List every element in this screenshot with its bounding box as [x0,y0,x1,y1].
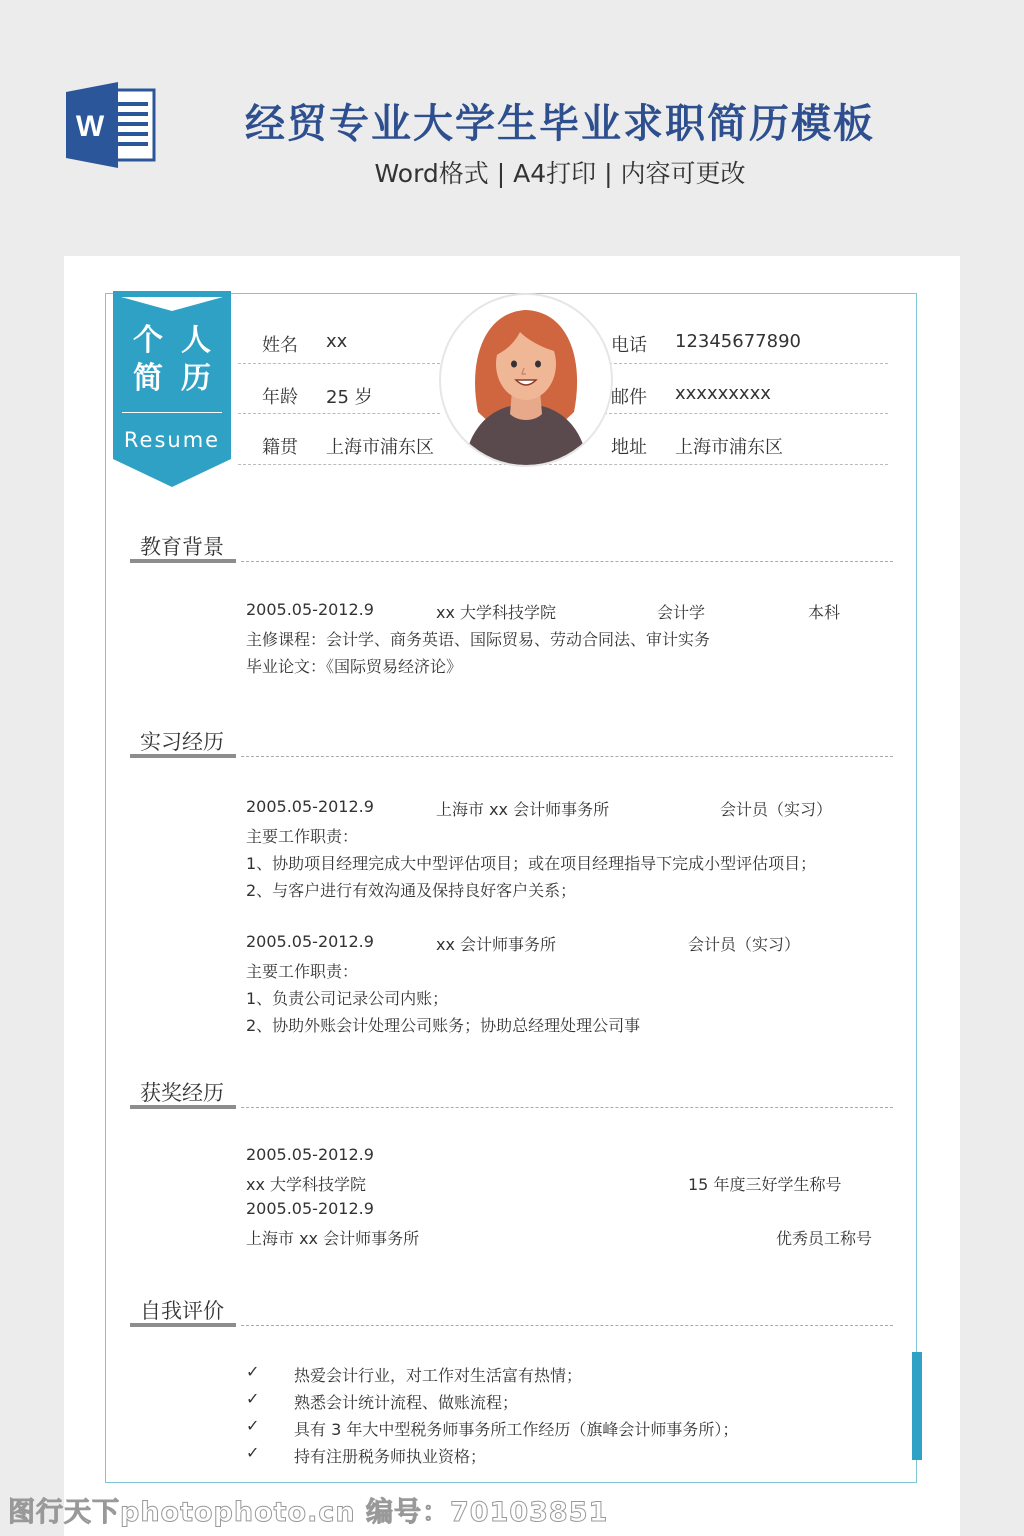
edu-degree: 本科 [808,603,841,622]
origin-value: 上海市浦东区 [326,437,434,458]
edu-courses: 主修课程：会计学、商务英语、国际贸易、劳动合同法、审计实务 [246,630,711,649]
job-period: 2005.05-2012.9 [246,932,374,951]
address-label: 地址 [611,437,647,458]
job-duty-title: 主要工作职责： [246,962,359,981]
section-title-education: 教育背景 [140,535,224,559]
ribbon-char: 简 [133,361,163,396]
section-bar [130,754,236,758]
ribbon-char: 历 [181,361,211,396]
section-title-self-eval: 自我评价 [140,1299,224,1323]
section-title-awards: 获奖经历 [140,1081,224,1105]
divider [604,413,888,414]
name-label: 姓名 [262,335,298,356]
ribbon-divider [122,412,222,413]
self-eval-item: 持有注册税务师执业资格； [294,1447,487,1466]
address-value: 上海市浦东区 [675,437,783,458]
award-name: 15 年度三好学生称号 [688,1175,842,1194]
award-org: 上海市 xx 会计师事务所 [246,1229,420,1248]
edu-period: 2005.05-2012.9 [246,600,374,619]
job-duty: 1、协助项目经理完成大中型评估项目；或在项目经理指导下完成小型评估项目； [246,854,817,873]
age-value: 25 岁 [326,387,373,408]
section-divider [241,1107,893,1108]
check-icon: ✓ [246,1416,260,1435]
divider [238,413,440,414]
award-org: xx 大学科技学院 [246,1175,367,1194]
phone-label: 电话 [611,335,647,356]
section-title-internship: 实习经历 [140,730,224,754]
award-period: 2005.05-2012.9 [246,1199,374,1218]
page-subtitle: Word格式 | A4打印 | 内容可更改 [374,159,746,188]
award-name: 优秀员工称号 [776,1229,873,1248]
self-eval-item: 熟悉会计统计流程、做账流程； [294,1393,519,1412]
watermark: 图行天下photophoto.cn 编号：70103851 [8,1497,609,1528]
job-role: 会计员（实习） [688,935,801,954]
age-label: 年龄 [262,387,298,408]
name-value: xx [326,331,348,352]
section-bar [130,1323,236,1327]
section-divider [241,561,893,562]
job-duty-title: 主要工作职责： [246,827,359,846]
job-company: xx 会计师事务所 [436,935,557,954]
section-bar [130,1105,236,1109]
job-period: 2005.05-2012.9 [246,797,374,816]
page-title: 经贸专业大学生毕业求职简历模板 [245,101,875,147]
ribbon-char: 个 [133,323,163,358]
check-icon: ✓ [246,1362,260,1381]
job-duty: 2、协助外账会计处理公司账务；协助总经理处理公司事 [246,1016,641,1035]
check-icon: ✓ [246,1389,260,1408]
section-bar [130,559,236,563]
email-label: 邮件 [611,387,647,408]
word-document-icon [66,82,156,168]
award-period: 2005.05-2012.9 [246,1145,374,1164]
section-divider [241,756,893,757]
self-eval-item: 具有 3 年大中型税务师事务所工作经历（旗峰会计师事务所）； [294,1420,739,1439]
ribbon-title [113,322,231,398]
job-duty: 2、与客户进行有效沟通及保持良好客户关系； [246,881,577,900]
avatar [438,292,614,468]
edu-thesis: 毕业论文：《国际贸易经济论》 [246,657,463,676]
origin-label: 籍贯 [262,437,298,458]
check-icon: ✓ [246,1443,260,1462]
ribbon-char: 人 [181,323,211,358]
section-divider [241,1325,893,1326]
self-eval-item: 热爱会计行业，对工作对生活富有热情； [294,1366,583,1385]
phone-value: 12345677890 [675,331,801,352]
edu-school: xx 大学科技学院 [436,603,557,622]
email-value: xxxxxxxxx [675,383,771,404]
edu-major: 会计学 [657,603,706,622]
divider [238,363,440,364]
job-company: 上海市 xx 会计师事务所 [436,800,610,819]
word-icon-letter: W [75,110,105,143]
job-role: 会计员（实习） [720,800,833,819]
job-duty: 1、负责公司记录公司内账； [246,989,449,1008]
ribbon-english: Resume [123,428,221,452]
accent-bar [912,1352,922,1460]
divider [604,363,888,364]
